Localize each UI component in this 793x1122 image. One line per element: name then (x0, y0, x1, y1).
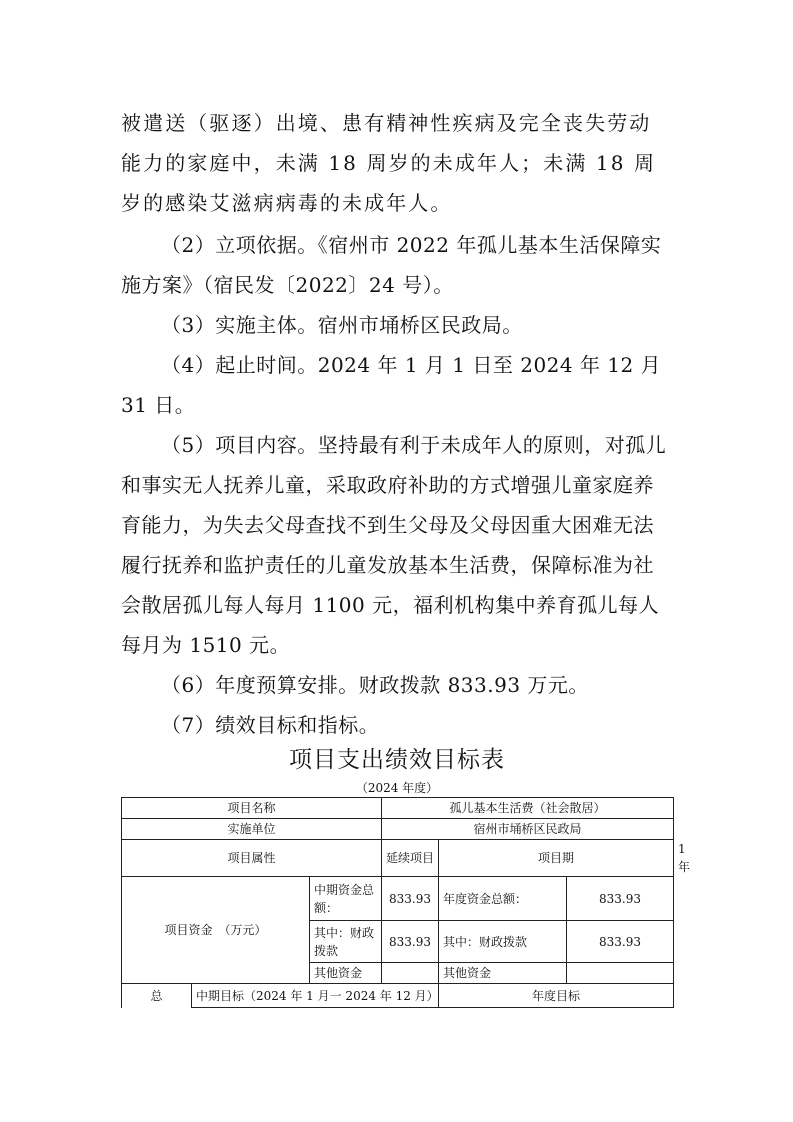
mid-total-value: 833.93 (382, 877, 439, 921)
paragraph-content: （5）项目内容。坚持最有利于未成年人的原则，对孤儿和事实无人抚养儿童，采取政府补助的方式增强儿童家庭养育能力，为失去父母查找不到生父母及父母因重大困难无法履行抚养和监护责任的儿童发放基本生活费，保障标准为社会散居孤儿每人每月 1100 元，福利机构集中养育孤儿每人每月为 1510 元。 (121, 433, 667, 657)
year-total-label: 年度资金总额： (439, 877, 567, 921)
year-total-value: 833.93 (567, 877, 674, 921)
attr-label: 项目属性 (122, 840, 382, 877)
period-label: 项目期 (439, 840, 674, 877)
project-name-label: 项目名称 (122, 798, 382, 819)
paragraph-basis: （2）立项依据。《宿州市 2022 年孤儿基本生活保障实施方案》（宿民发〔2022〕24 号）。 (121, 233, 662, 297)
paragraph-eligibility: 被遣送（驱逐）出境、患有精神性疾病及完全丧失劳动能力的家庭中，未满 18 周岁的未成年人；未满 18 周岁的感染艾滋病病毒的未成年人。 (121, 111, 657, 215)
mid-other-value (382, 963, 439, 984)
year-fiscal-value: 833.93 (567, 921, 674, 963)
paragraph-budget: （6）年度预算安排。财政拨款 833.93 万元。 (161, 673, 589, 697)
table-year: （2024 年度） (355, 781, 439, 795)
mid-goal-label: 中期目标（2024 年 1 月一 2024 年 12 月） (192, 984, 439, 1008)
fund-label: 项目资金 （万元） (122, 877, 310, 984)
year-other-label: 其他资金 (439, 963, 567, 984)
table-row (122, 798, 674, 819)
table-row: 项目属性 延续项目 项目期 1 年 (122, 840, 674, 877)
table-row (122, 877, 674, 921)
performance-table (121, 797, 691, 1008)
project-name-value: 孤儿基本生活费（社会散居） (382, 798, 674, 819)
attr-value: 延续项目 (382, 840, 439, 877)
mid-fiscal-label: 其中：财政拨款 (310, 921, 382, 963)
table-title: 项目支出绩效目标表 (289, 747, 505, 773)
year-goal-label: 年度目标 (439, 984, 674, 1008)
unit-value: 宿州市埇桥区民政局 (382, 819, 674, 840)
year-other-value (567, 963, 674, 984)
paragraph-implementer: （3）实施主体。宿州市埇桥区民政局。 (161, 313, 523, 337)
paragraph-goals: （7）绩效目标和指标。 (161, 713, 380, 737)
year-fiscal-label: 其中：财政拨款 (439, 921, 567, 963)
mid-fiscal-value: 833.93 (382, 921, 439, 963)
unit-label: 实施单位 (122, 819, 382, 840)
goal-label: 总 (122, 984, 192, 1008)
mid-other-label: 其他资金 (310, 963, 382, 984)
table-row (122, 819, 674, 840)
table-row (122, 984, 674, 1008)
mid-total-label: 中期资金总额： (310, 877, 382, 921)
paragraph-period: （4）起止时间。2024 年 1 月 1 日至 2024 年 12 月 31 日。 (121, 353, 662, 417)
